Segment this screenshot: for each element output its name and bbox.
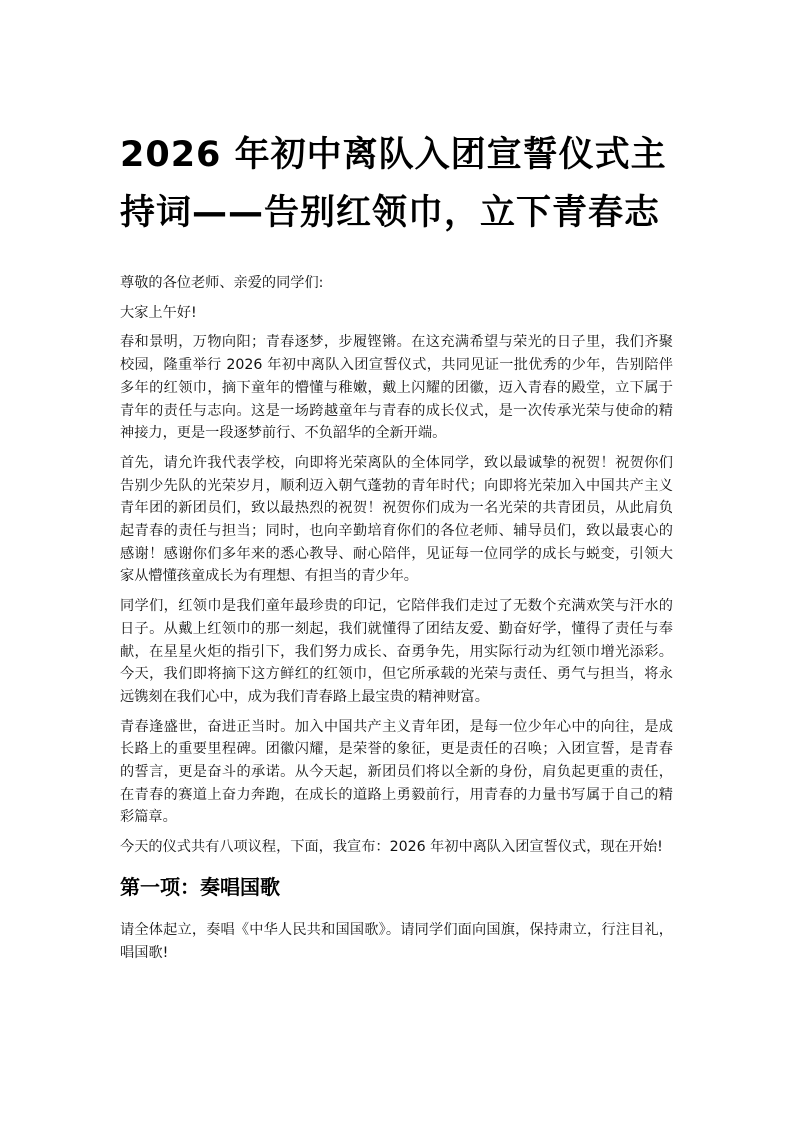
section-text-national-anthem: 请全体起立，奏唱《中华人民共和国国歌》。请同学们面向国旗，保持肃立，行注目礼，唱国歌! <box>120 921 673 961</box>
paragraph-opening: 春和景明，万物向阳；青春逐梦，步履铿锵。在这充满希望与荣光的日子里，我们齐聚校园，隆重举行 2026 年初中离队入团宣誓仪式，共同见证一批优秀的少年，告别陪伴多年的红领巾，摘下童年的懵懂与稚嫩，戴上闪耀的团徽，迈入青春的殿堂，立下属于青年的责任与志向。这是一场跨越童年与青春的成长仪式，是一次传承光荣与使命的精神接力，更是一段逐梦前行、不负韶华的全新开端。 <box>120 334 673 442</box>
document-body <box>120 272 673 964</box>
section-heading-national-anthem: 第一项：奏唱国歌 <box>120 874 280 899</box>
salutation: 尊敬的各位老师、亲爱的同学们: <box>120 275 324 291</box>
paragraph-red-scarf: 同学们，红领巾是我们童年最珍贵的印记，它陪伴我们走过了无数个充满欢笑与汗水的日子。从戴上红领巾的那一刻起，我们就懂得了团结友爱、勤奋好学，懂得了责任与奉献，在星星火炬的指引下，我们努力成长、奋勇争先，用实际行动为红领巾增光添彩。今天，我们即将摘下这方鲜红的红领巾，但它所承载的光荣与责任、勇气与担当，将永远镌刻在我们心中，成为我们青春路上最宝贵的精神财富。 <box>120 598 673 705</box>
document-title: 2026 年初中离队入团宣誓仪式主持词——告别红领巾，立下青春志 <box>120 135 667 233</box>
paragraph-announcement: 今天的仪式共有八项议程，下面，我宣布：2026 年初中离队入团宣誓仪式，现在开始! <box>120 839 663 856</box>
paragraph-congratulations: 首先，请允许我代表学校，向即将光荣离队的全体同学，致以最诚挚的祝贺！祝贺你们告别少先队的光荣岁月，顺利迈入朝气蓬勃的青年时代；向即将光荣加入中国共产主义青年团的新团员们，致以最热烈的祝贺！祝贺你们成为一名光荣的共青团员，从此肩负起青春的责任与担当；同时，也向辛勤培育你们的各位老师、辅导员们，致以最衷心的感谢！感谢你们多年来的悉心教导、耐心陪伴，见证每一位同学的成长与蜕变，引领大家从懵懂孩童成长为有理想、有担当的青少年。 <box>120 454 673 585</box>
greeting: 大家上午好! <box>120 304 197 321</box>
paragraph-youth-league: 青春逢盛世，奋进正当时。加入中国共产主义青年团，是每一位少年心中的向往，是成长路上的重要里程碑。团徽闪耀，是荣誉的象征，更是责任的召唤；入团宣誓，是青春的誓言，更是奋斗的承诺。从今天起，新团员们将以全新的身份，肩负起更重的责任，在青春的赛道上奋力奔跑，在成长的道路上勇毅前行，用青春的力量书写属于自己的精彩篇章。 <box>120 718 673 826</box>
